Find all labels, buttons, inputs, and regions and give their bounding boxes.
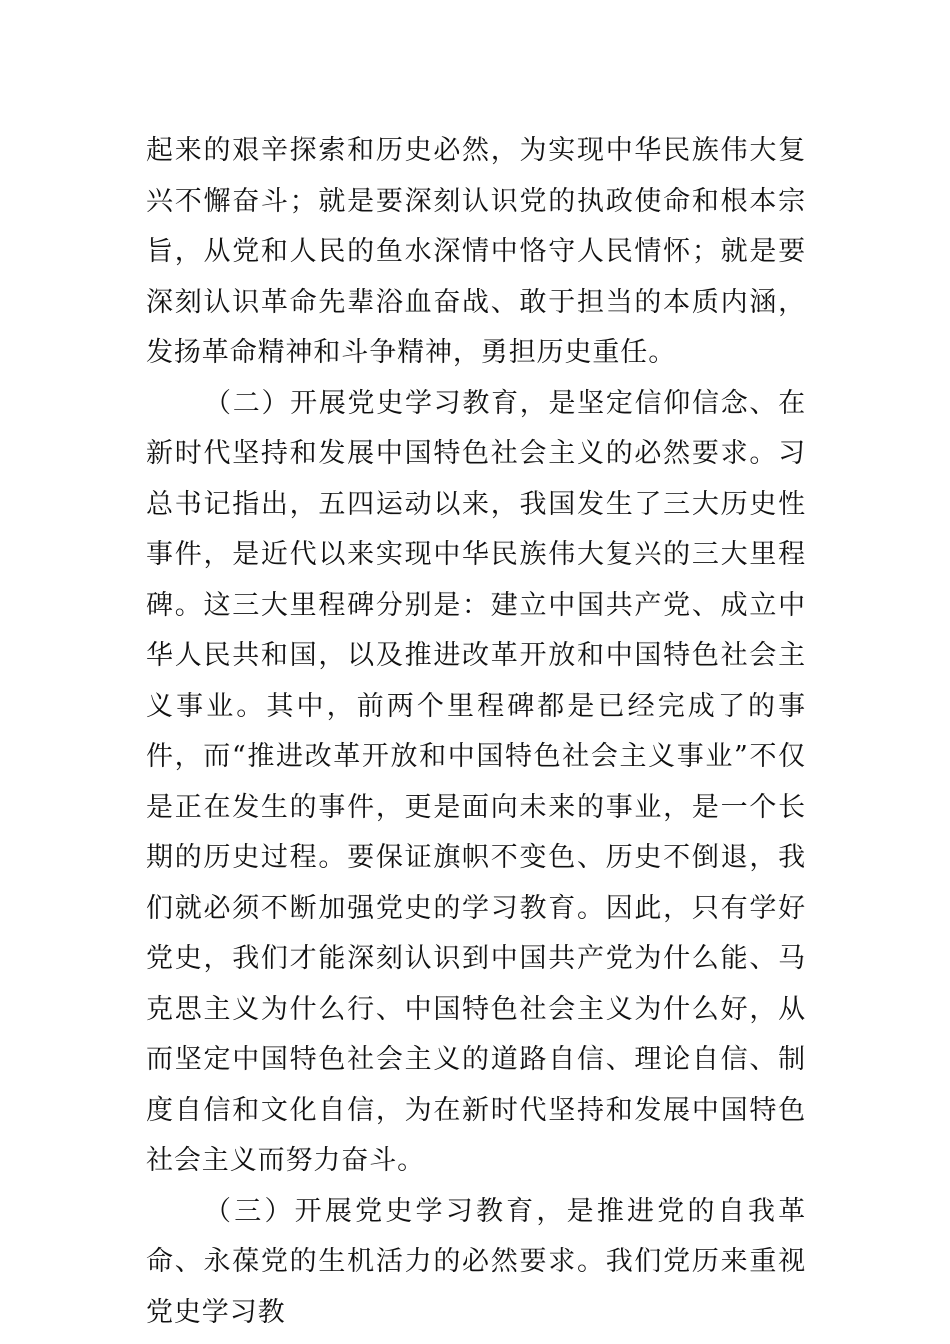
- body-text: [146, 126, 806, 1338]
- paragraph-section-3: （三）开展党史学习教育，是推进党的自我革命、永葆党的生机活力的必然要求。我们党历来重视党史学习教: [146, 1195, 806, 1328]
- paragraph-continuation: 起来的艰辛探索和历史必然，为实现中华民族伟大复兴不懈奋斗；就是要深刻认识党的执政使命和根本宗旨，从党和人民的鱼水深情中恪守人民情怀；就是要深刻认识革命先辈浴血奋战、敢于担当的本质内涵，发扬革命精神和斗争精神，勇担历史重任。: [146, 135, 806, 368]
- paragraph-section-2: （二）开展党史学习教育，是坚定信仰信念、在新时代坚持和发展中国特色社会主义的必然要求。习总书记指出，五四运动以来，我国发生了三大历史性事件，是近代以来实现中华民族伟大复兴的三大里程碑。这三大里程碑分别是：建立中国共产党、成立中华人民共和国，以及推进改革开放和中国特色社会主义事业。其中，前两个里程碑都是已经完成了的事件，而“推进改革开放和中国特色社会主义事业”不仅是正在发生的事件，更是面向未来的事业，是一个长期的历史过程。要保证旗帜不变色、历史不倒退，我们就必须不断加强党史的学习教育。因此，只有学好党史，我们才能深刻认识到中国共产党为什么能、马克思主义为什么行、中国特色社会主义为什么好，从而坚定中国特色社会主义的道路自信、理论自信、制度自信和文化自信，为在新时代坚持和发展中国特色社会主义而努力奋斗。: [146, 387, 806, 1176]
